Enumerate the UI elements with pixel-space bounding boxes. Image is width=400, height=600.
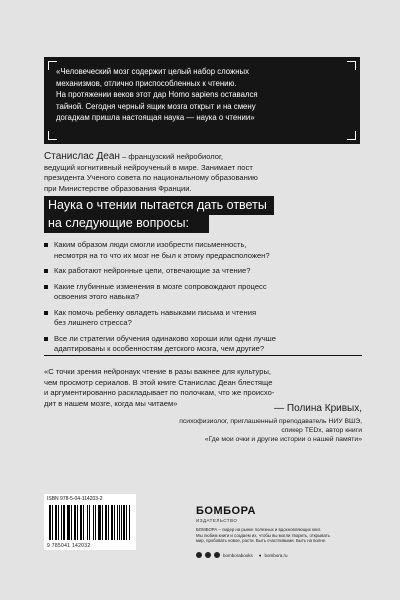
author-bio-line: – французский нейробиолог,: [119, 152, 223, 161]
question-item: [44, 282, 364, 303]
barcode-stripe: [89, 505, 90, 540]
author-bio-line: при Министерстве образования Франции.: [44, 183, 192, 193]
review-line: чем просмотр сериалов. В этой книге Станислас Деан блестяще: [44, 377, 273, 387]
review-author: — Полина Кривых,: [274, 403, 362, 414]
question-line: Все ли стратегии обучения одинаково хороши или одни лучше: [54, 333, 276, 343]
barcode-stripe: [52, 505, 53, 540]
quote-line: догадкам пришла настоящая наука — наука о чтении»: [56, 113, 255, 122]
barcode-stripe: [129, 505, 130, 540]
questions-list: [44, 240, 364, 360]
barcode-stripe: [68, 505, 69, 540]
quote-line: «Человеческий мозг содержит целый набор сложных: [56, 67, 250, 76]
credential-line: психофизиолог, приглашенный преподаватель НИУ ВШЭ,: [179, 418, 362, 425]
question-item: [44, 308, 364, 329]
barcode-stripe: [83, 505, 84, 540]
publisher-logo-subtitle: ИЗДАТЕЛЬСТВО: [196, 518, 238, 523]
question-line: несмотря на то что их мозг не был к этому предрасположен?: [54, 250, 270, 260]
barcode-stripe: [58, 505, 59, 540]
question-line: освоения этого навыка?: [54, 292, 140, 301]
question-line: Как работают нейронные цепи, отвечающие за чтение?: [54, 266, 251, 275]
publisher-site: bombora.ru: [264, 552, 288, 558]
barcode-stripe: [95, 505, 96, 540]
publisher-blurb-line: мир, пробовать новое, расти. Быть счастливыми. Быть на волне.: [196, 538, 327, 543]
credential-line: спикер TEDx, автор книги: [281, 427, 362, 434]
divider: [44, 355, 362, 356]
social-handle: bomborabooks: [223, 552, 253, 558]
quote-line: тайной. Сегодня черный ящик мозга открыт и на смену: [56, 101, 256, 111]
social-icon: [196, 552, 202, 558]
publisher-logo: БОМБОРА: [196, 505, 256, 517]
barcode-stripe: [77, 505, 78, 540]
question-line: без лишнего стресса?: [54, 318, 132, 327]
credential-line: «Где мои очки и другие истории о нашей памяти»: [204, 436, 362, 443]
quote-text: [56, 66, 352, 124]
publisher-blurb-line: БОМБОРА – лидер на рынке полезных и вдохновляющих книг.: [196, 527, 321, 532]
review-credentials: [44, 417, 362, 444]
question-item: [44, 334, 364, 355]
publisher-social: [196, 552, 288, 558]
question-line: Каким образом люди смогли изобрести письменность,: [54, 240, 247, 249]
question-item: [44, 240, 364, 261]
barcode: [44, 494, 136, 550]
globe-icon: ●: [258, 552, 262, 558]
section-heading-line-1: Наука о чтении пытается дать ответы: [44, 196, 274, 215]
question-line: Какие глубинные изменения в мозге сопровождают процесс: [54, 281, 267, 291]
author-bio-line: ведущий когнитивный нейроученый в мире. Занимает пост: [44, 162, 253, 172]
author-bio: [44, 152, 364, 194]
publisher-blurb: [196, 527, 356, 544]
social-icon: [214, 552, 220, 558]
question-line: адаптированы к особенностям детского мозга, чем другие?: [54, 344, 265, 353]
social-icon: [205, 552, 211, 558]
barcode-stripe: [124, 505, 125, 540]
review-line: дит в нашем мозге, когда мы читаем»: [44, 398, 178, 408]
question-line: Как помочь ребенку овладеть навыками письма и чтения: [54, 307, 257, 317]
corner-mark: [347, 131, 356, 140]
publisher-blurb-line: Мы любим книги и создаем их, чтобы вы могли творить, открывать: [196, 532, 330, 538]
section-heading-line-2: на следующие вопросы:: [44, 214, 209, 233]
isbn-label: ISBN 978-5-04-114203-2: [47, 496, 103, 502]
quote-line: механизмов, отлично приспособленных к чтению.: [56, 78, 237, 88]
barcode-digits: 9 785041 142032: [47, 543, 91, 549]
barcode-stripe: [114, 505, 115, 540]
review-line: и аргументированно раскладывает по полочкам, что же происхо-: [44, 388, 275, 397]
author-name: Станислас Деан: [44, 151, 120, 162]
quote-box: [44, 57, 360, 144]
author-bio-line: президента Ученого совета по национальному образованию: [44, 173, 258, 182]
barcode-stripe: [102, 505, 103, 540]
question-item: [44, 266, 364, 277]
review-line: «С точки зрения нейронаук чтение в разы важнее для культуры,: [44, 367, 272, 376]
quote-line: На протяжении веков этот дар Homo sapiens оставался: [56, 90, 258, 99]
corner-mark: [48, 131, 57, 140]
barcode-bars: [49, 505, 131, 540]
